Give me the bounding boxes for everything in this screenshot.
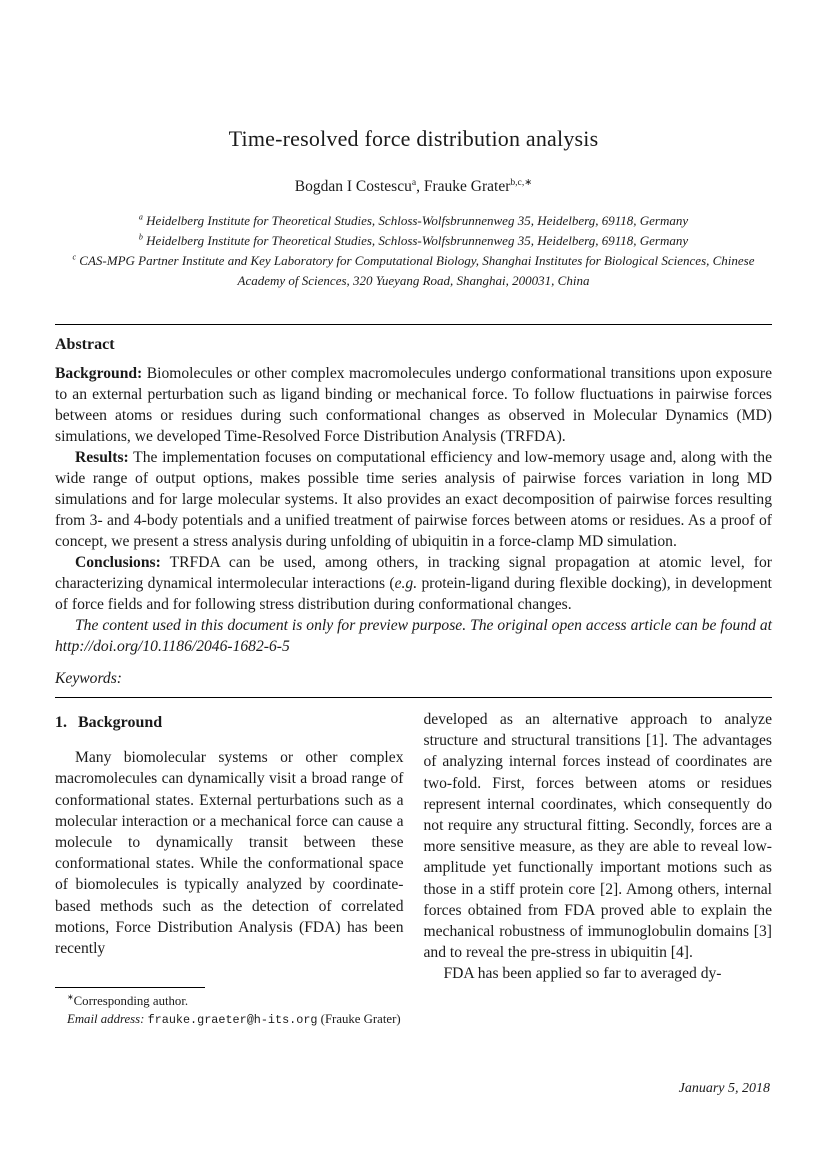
affiliation-c-marker: c [72, 252, 77, 262]
author-2-affiliation-marker: b,c,∗ [510, 176, 533, 188]
authors-separator: , [416, 178, 424, 195]
author-1: Bogdan I Costescu [294, 178, 412, 195]
email-suffix: (Frauke Grater) [317, 1011, 401, 1026]
author-2: Frauke Grater [423, 178, 511, 195]
affiliation-a-marker: a [138, 212, 143, 222]
abstract-background-paragraph [55, 363, 772, 447]
affiliation-b [55, 231, 772, 251]
footnote-marker: ∗ [67, 992, 74, 1002]
affiliations-block [55, 211, 772, 291]
section-number: 1. [55, 714, 67, 731]
conclusions-eg: e.g. [394, 575, 418, 592]
affiliation-c [55, 251, 772, 291]
left-column-paragraph: Many biomolecular systems or other complex macromolecules can dynamically visit a broad range of conformational states. External perturbations such as a molecular interaction or a mechanical force can cause a molecule to dynamically transit between these conformational states. While the conformational space of biomolecules is typically analyzed by coordinate-based methods such as the detection of correlated motions, Force Distribution Analysis (FDA) has been recently [55, 749, 404, 958]
right-column-paragraph-2: FDA has been applied so far to averaged dy- [443, 965, 722, 983]
document-date: January 5, 2018 [678, 1081, 770, 1096]
affiliation-b-text: Heidelberg Institute for Theoretical Studies, Schloss-Wolfsbrunnenweg 35, Heidelberg, 69118, Germany [142, 233, 689, 248]
email-label: Email address: [67, 1011, 145, 1026]
affiliation-a [55, 211, 772, 231]
abstract-results-paragraph [55, 447, 772, 552]
abstract-conclusions-paragraph [55, 552, 772, 615]
abstract-body [55, 363, 772, 657]
results-text: The implementation focuses on computational efficiency and low-memory usage and, along with the wide range of output options, makes possible time series analysis of pairwise forces variation in long MD simulations and for large molecular systems. It also provides an exact decomposition of pairwise forces resulting from 3- and 4-body potentials and a unified treatment of pairwise forces between atoms or residues. As a proof of concept, we present a stress analysis during unfolding of ubiquitin in a force-clamp MD simulation. [55, 449, 772, 550]
corresponding-author-note [55, 993, 404, 1011]
section-title: Background [78, 714, 163, 731]
footnote-divider [55, 987, 205, 988]
abstract-heading: Abstract [55, 336, 115, 353]
abstract-bottom-divider [55, 697, 772, 698]
two-column-body [55, 709, 772, 1029]
left-column [55, 709, 404, 1029]
conclusions-label: Conclusions: [75, 554, 161, 571]
paper-header [55, 0, 772, 291]
conclusions-text-a: TRFDA can be used, among others, in tracking signal propagation at atomic level, for characterizing dynamical intermolecular interactions ( [55, 554, 772, 592]
abstract-top-divider [55, 324, 772, 325]
page-title: Time-resolved force distribution analysis [228, 126, 599, 151]
background-label: Background: [55, 365, 143, 382]
conclusions-text-b: protein-ligand during flexible docking), in development of force fields and for following stress distribution during conformational changes. [55, 575, 773, 613]
right-column-paragraph-1: developed as an alternative approach to analyze structure and structural transitions [1]. The advantages of analyzing internal forces instead of coordinates are two-fold. First, forces between atoms or residues represent internal coordinates, which consequently do not require any structural fitting. Secondly, forces are a more sensitive measure, as they are able to reveal low-amplitude yet functionally important motions such as those in a stiff protein core [2]. Among others, internal forces obtained from FDA proved able to explain the mechanical robustness of immunoglobulin domains [3] and to reveal the pre-stress in ubiquitin [4]. [423, 711, 772, 962]
email-line [55, 1011, 404, 1030]
section-heading-background [55, 712, 404, 733]
right-column [424, 709, 773, 1029]
footnote-block [55, 987, 404, 1029]
affiliation-a-text: Heidelberg Institute for Theoretical Studies, Schloss-Wolfsbrunnenweg 35, Heidelberg, 69118, Germany [142, 213, 689, 228]
preview-note: The content used in this document is only for preview purpose. The original open access article can be found at http://doi.org/10.1186/2046-1682-6-5 [55, 617, 772, 655]
email-address: frauke.graeter@h-its.org [147, 1012, 318, 1027]
affiliation-b-marker: b [138, 232, 143, 242]
results-label: Results: [75, 449, 129, 466]
background-text: Biomolecules or other complex macromolecules undergo conformational transitions upon exposure to an external perturbation such as ligand binding or mechanical force. To follow fluctuations in pairwise forces between atoms or residues during such conformational changes as observed in Molecular Dynamics (MD) simulations, we developed Time-Resolved Force Distribution Analysis (TRFDA). [55, 365, 772, 445]
affiliation-c-text: CAS-MPG Partner Institute and Key Laboratory for Computational Biology, Shanghai Institutes for Biological Sciences, Chinese Academy of Sciences, 320 Yueyang Road, Shanghai, 200031, China [76, 253, 755, 288]
author-1-affiliation-marker: a [411, 176, 417, 188]
authors-line [55, 178, 772, 196]
corresponding-author-text: Corresponding author. [73, 994, 189, 1008]
keywords-label: Keywords: [55, 670, 122, 687]
